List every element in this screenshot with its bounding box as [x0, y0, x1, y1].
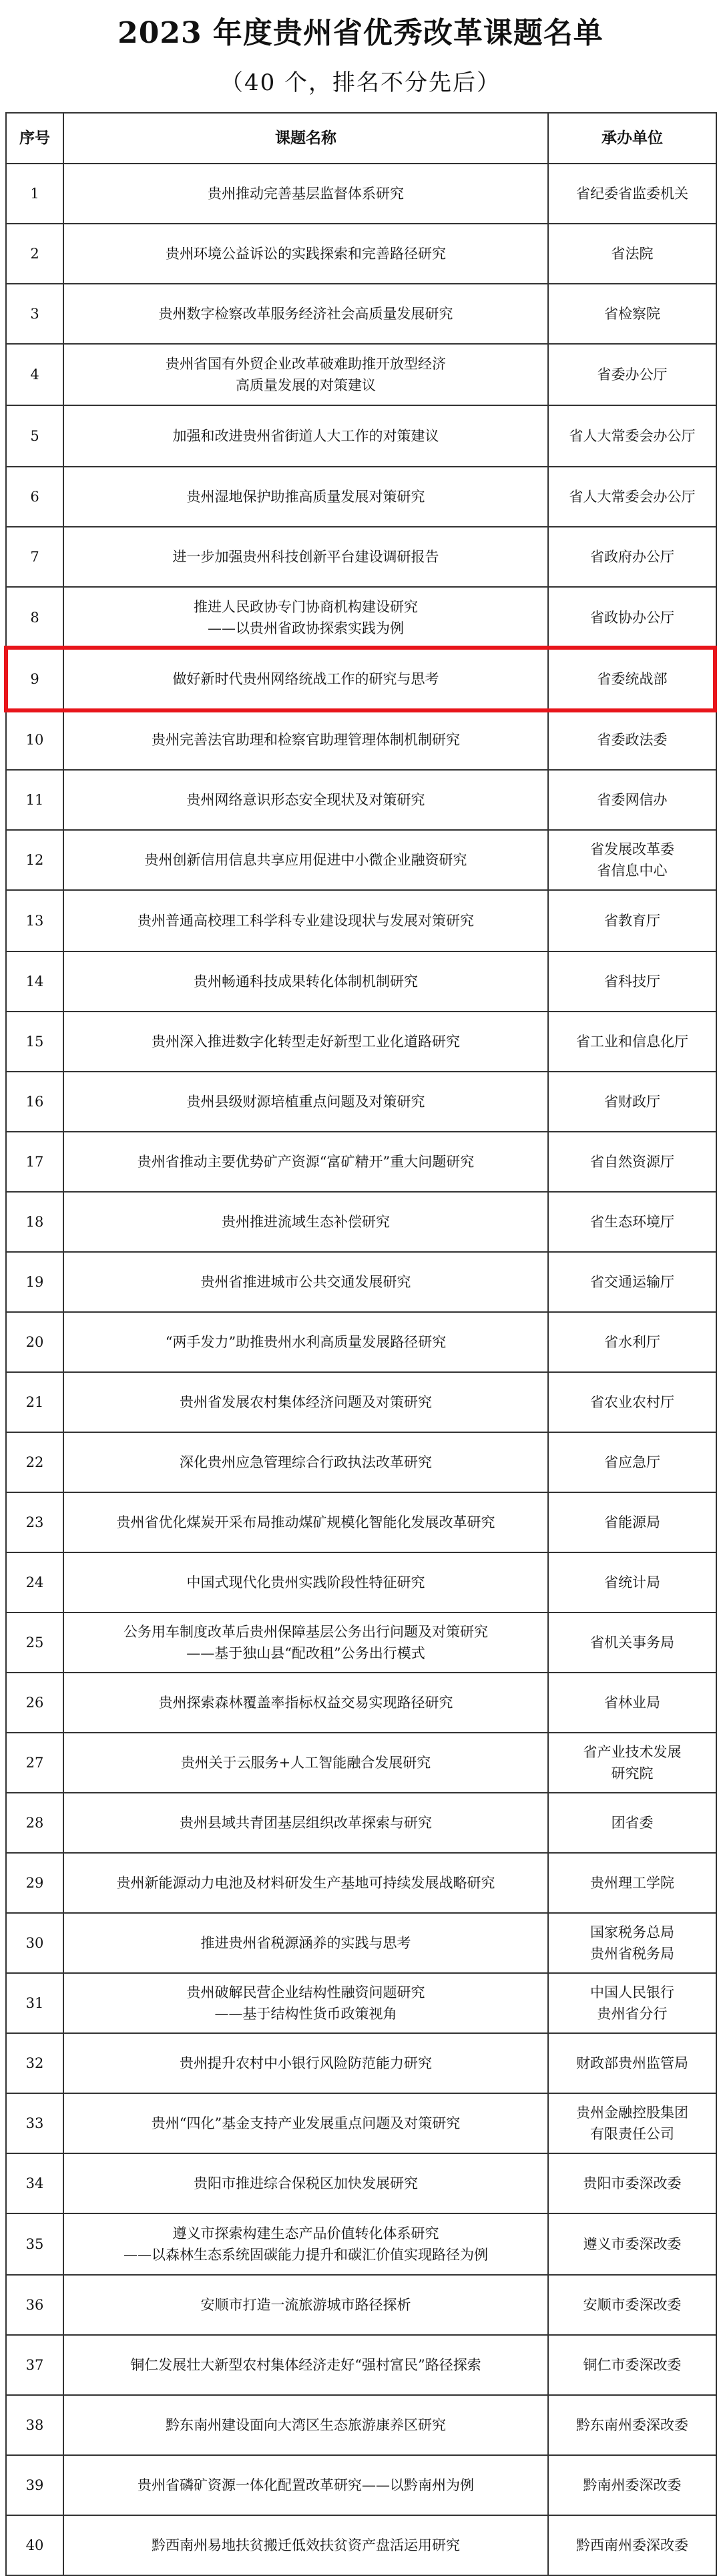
host-unit: 黔东南州委深改委: [548, 2395, 716, 2455]
table-row: [6, 890, 716, 951]
topic-name: 贵州省磷矿资源一体化配置改革研究——以黔南州为例: [63, 2455, 548, 2515]
table-row: [6, 648, 716, 710]
table-row: [6, 2033, 716, 2093]
host-unit: 省统计局: [548, 1552, 716, 1613]
host-unit: 省委政法委: [548, 710, 716, 770]
table-row: [6, 2275, 716, 2335]
topic-name: 贵州县级财源培植重点问题及对策研究: [63, 1072, 548, 1132]
topic-name: 加强和改进贵州省街道人大工作的对策建议: [63, 405, 548, 467]
host-unit: 省财政厅: [548, 1072, 716, 1132]
host-unit: 黔西南州委深改委: [548, 2515, 716, 2575]
topic-name: 贵州县域共青团基层组织改革探索与研究: [63, 1793, 548, 1853]
table-row: [6, 1492, 716, 1552]
host-unit: 省纪委省监委机关: [548, 164, 716, 224]
table-row: [6, 224, 716, 284]
host-unit: 贵州理工学院: [548, 1853, 716, 1913]
table-row: [6, 1372, 716, 1432]
topic-name: 贵州探索森林覆盖率指标权益交易实现路径研究: [63, 1673, 548, 1733]
host-unit: 省机关事务局: [548, 1613, 716, 1673]
column-header-number: 序号: [6, 113, 63, 164]
host-unit: 国家税务总局 贵州省税务局: [548, 1913, 716, 1973]
topic-name: 贵州推动完善基层监督体系研究: [63, 164, 548, 224]
row-number: 30: [6, 1913, 63, 1973]
row-number: 2: [6, 224, 63, 284]
host-unit: 省水利厅: [548, 1312, 716, 1372]
host-unit: 省科技厅: [548, 951, 716, 1012]
topic-name: 贵州创新信用信息共享应用促进中小微企业融资研究: [63, 830, 548, 890]
host-unit: 黔南州委深改委: [548, 2455, 716, 2515]
topic-name: 公务用车制度改革后贵州保障基层公务出行问题及对策研究 ——基于独山县“配改租”公务出行模式: [63, 1613, 548, 1673]
topic-name: 进一步加强贵州科技创新平台建设调研报告: [63, 527, 548, 587]
row-number: 6: [6, 467, 63, 527]
row-number: 11: [6, 770, 63, 830]
row-number: 34: [6, 2153, 63, 2213]
host-unit: 省自然资源厅: [548, 1132, 716, 1192]
table-row: [6, 1552, 716, 1613]
row-number: 31: [6, 1973, 63, 2033]
table-row: [6, 1072, 716, 1132]
row-number: 25: [6, 1613, 63, 1673]
host-unit: 省产业技术发展 研究院: [548, 1733, 716, 1793]
host-unit: 省生态环境厅: [548, 1192, 716, 1252]
table-body: [6, 164, 716, 2575]
row-number: 23: [6, 1492, 63, 1552]
host-unit: 省委网信办: [548, 770, 716, 830]
topic-name: 贵州湿地保护助推高质量发展对策研究: [63, 467, 548, 527]
host-unit: 省政协办公厅: [548, 587, 716, 648]
row-number: 40: [6, 2515, 63, 2575]
row-number: 17: [6, 1132, 63, 1192]
host-unit: 省林业局: [548, 1673, 716, 1733]
topic-name: 黔东南州建设面向大湾区生态旅游康养区研究: [63, 2395, 548, 2455]
table-row: [6, 1432, 716, 1492]
topic-name: 贵州省推动主要优势矿产资源“富矿精开”重大问题研究: [63, 1132, 548, 1192]
row-number: 13: [6, 890, 63, 951]
host-unit: 省检察院: [548, 284, 716, 344]
table-row: [6, 951, 716, 1012]
host-unit: 省委办公厅: [548, 344, 716, 405]
table-row: [6, 2395, 716, 2455]
row-number: 19: [6, 1252, 63, 1312]
host-unit: 安顺市委深改委: [548, 2275, 716, 2335]
topic-name: 推进人民政协专门协商机构建设研究 ——以贵州省政协探索实践为例: [63, 587, 548, 648]
topic-name: 贵州省发展农村集体经济问题及对策研究: [63, 1372, 548, 1432]
row-number: 15: [6, 1012, 63, 1072]
topic-name: 铜仁发展壮大新型农村集体经济走好“强村富民”路径探索: [63, 2335, 548, 2395]
topic-name: “两手发力”助推贵州水利高质量发展路径研究: [63, 1312, 548, 1372]
table-row: [6, 527, 716, 587]
topic-name: 贵州提升农村中小银行风险防范能力研究: [63, 2033, 548, 2093]
row-number: 32: [6, 2033, 63, 2093]
table-row: [6, 1132, 716, 1192]
topic-name: 贵州畅通科技成果转化体制机制研究: [63, 951, 548, 1012]
table-row: [6, 1973, 716, 2033]
topic-list-table: [5, 112, 717, 2576]
row-number: 29: [6, 1853, 63, 1913]
row-number: 38: [6, 2395, 63, 2455]
topic-name: 贵州省优化煤炭开采布局推动煤矿规模化智能化发展改革研究: [63, 1492, 548, 1552]
table-row: [6, 587, 716, 648]
host-unit: 省人大常委会办公厅: [548, 467, 716, 527]
topic-name: 做好新时代贵州网络统战工作的研究与思考: [63, 648, 548, 710]
row-number: 33: [6, 2093, 63, 2153]
host-unit: 财政部贵州监管局: [548, 2033, 716, 2093]
table-row: [6, 2093, 716, 2153]
table-row: [6, 1853, 716, 1913]
table-row: [6, 284, 716, 344]
row-number: 21: [6, 1372, 63, 1432]
host-unit: 省委统战部: [548, 648, 716, 710]
table-row: [6, 405, 716, 467]
host-unit: 铜仁市委深改委: [548, 2335, 716, 2395]
topic-name: 贵州“四化”基金支持产业发展重点问题及对策研究: [63, 2093, 548, 2153]
row-number: 27: [6, 1733, 63, 1793]
table-row: [6, 1793, 716, 1853]
row-number: 14: [6, 951, 63, 1012]
table-row: [6, 2515, 716, 2575]
page-title: 2023 年度贵州省优秀改革课题名单: [117, 16, 604, 50]
topic-name: 遵义市探索构建生态产品价值转化体系研究 ——以森林生态系统固碳能力提升和碳汇价值实现路径为例: [63, 2213, 548, 2275]
host-unit: 省应急厅: [548, 1432, 716, 1492]
host-unit: 省交通运输厅: [548, 1252, 716, 1312]
host-unit: 省工业和信息化厅: [548, 1012, 716, 1072]
row-number: 39: [6, 2455, 63, 2515]
host-unit: 贵州金融控股集团 有限责任公司: [548, 2093, 716, 2153]
table-row: [6, 1733, 716, 1793]
table-row: [6, 1312, 716, 1372]
table-row: [6, 830, 716, 890]
host-unit: 遵义市委深改委: [548, 2213, 716, 2275]
row-number: 24: [6, 1552, 63, 1613]
topic-name: 贵州环境公益诉讼的实践探索和完善路径研究: [63, 224, 548, 284]
table-row: [6, 1913, 716, 1973]
host-unit: 省发展改革委 省信息中心: [548, 830, 716, 890]
topic-name: 贵州完善法官助理和检察官助理管理体制机制研究: [63, 710, 548, 770]
topic-name: 推进贵州省税源涵养的实践与思考: [63, 1913, 548, 1973]
column-header-topic: 课题名称: [63, 113, 548, 164]
host-unit: 省能源局: [548, 1492, 716, 1552]
row-number: 9: [6, 648, 63, 710]
topic-name: 贵阳市推进综合保税区加快发展研究: [63, 2153, 548, 2213]
table-row: [6, 770, 716, 830]
topic-name: 贵州破解民营企业结构性融资问题研究 ——基于结构性货币政策视角: [63, 1973, 548, 2033]
row-number: 3: [6, 284, 63, 344]
table-row: [6, 1192, 716, 1252]
row-number: 36: [6, 2275, 63, 2335]
row-number: 10: [6, 710, 63, 770]
row-number: 28: [6, 1793, 63, 1853]
page-subtitle: （40 个，排名不分先后）: [220, 69, 501, 96]
topic-name: 贵州普通高校理工科学科专业建设现状与发展对策研究: [63, 890, 548, 951]
table-row: [6, 344, 716, 405]
row-number: 35: [6, 2213, 63, 2275]
topic-name: 贵州新能源动力电池及材料研发生产基地可持续发展战略研究: [63, 1853, 548, 1913]
row-number: 26: [6, 1673, 63, 1733]
topic-name: 贵州数字检察改革服务经济社会高质量发展研究: [63, 284, 548, 344]
table-row: [6, 164, 716, 224]
host-unit: 省政府办公厅: [548, 527, 716, 587]
table-row: [6, 2335, 716, 2395]
topic-name: 贵州省国有外贸企业改革破难助推开放型经济 高质量发展的对策建议: [63, 344, 548, 405]
topic-name: 贵州省推进城市公共交通发展研究: [63, 1252, 548, 1312]
row-number: 4: [6, 344, 63, 405]
table-header-row: [6, 113, 716, 164]
topic-name: 贵州网络意识形态安全现状及对策研究: [63, 770, 548, 830]
row-number: 7: [6, 527, 63, 587]
host-unit: 省人大常委会办公厅: [548, 405, 716, 467]
table-row: [6, 2153, 716, 2213]
table-row: [6, 467, 716, 527]
row-number: 5: [6, 405, 63, 467]
row-number: 16: [6, 1072, 63, 1132]
topic-name: 深化贵州应急管理综合行政执法改革研究: [63, 1432, 548, 1492]
row-number: 1: [6, 164, 63, 224]
host-unit: 贵阳市委深改委: [548, 2153, 716, 2213]
table-row: [6, 2213, 716, 2275]
row-number: 20: [6, 1312, 63, 1372]
row-number: 18: [6, 1192, 63, 1252]
table-row: [6, 1673, 716, 1733]
row-number: 12: [6, 830, 63, 890]
topic-name: 安顺市打造一流旅游城市路径探析: [63, 2275, 548, 2335]
topic-name: 黔西南州易地扶贫搬迁低效扶贫资产盘活运用研究: [63, 2515, 548, 2575]
table-row: [6, 1252, 716, 1312]
row-number: 37: [6, 2335, 63, 2395]
host-unit: 团省委: [548, 1793, 716, 1853]
topic-name: 中国式现代化贵州实践阶段性特征研究: [63, 1552, 548, 1613]
host-unit: 省农业农村厅: [548, 1372, 716, 1432]
topic-name: 贵州推进流域生态补偿研究: [63, 1192, 548, 1252]
host-unit: 中国人民银行 贵州省分行: [548, 1973, 716, 2033]
topic-name: 贵州深入推进数字化转型走好新型工业化道路研究: [63, 1012, 548, 1072]
table-row: [6, 1012, 716, 1072]
host-unit: 省法院: [548, 224, 716, 284]
row-number: 8: [6, 587, 63, 648]
row-number: 22: [6, 1432, 63, 1492]
column-header-unit: 承办单位: [548, 113, 716, 164]
host-unit: 省教育厅: [548, 890, 716, 951]
topic-name: 贵州关于云服务+人工智能融合发展研究: [63, 1733, 548, 1793]
table-row: [6, 1613, 716, 1673]
table-row: [6, 710, 716, 770]
table-row: [6, 2455, 716, 2515]
